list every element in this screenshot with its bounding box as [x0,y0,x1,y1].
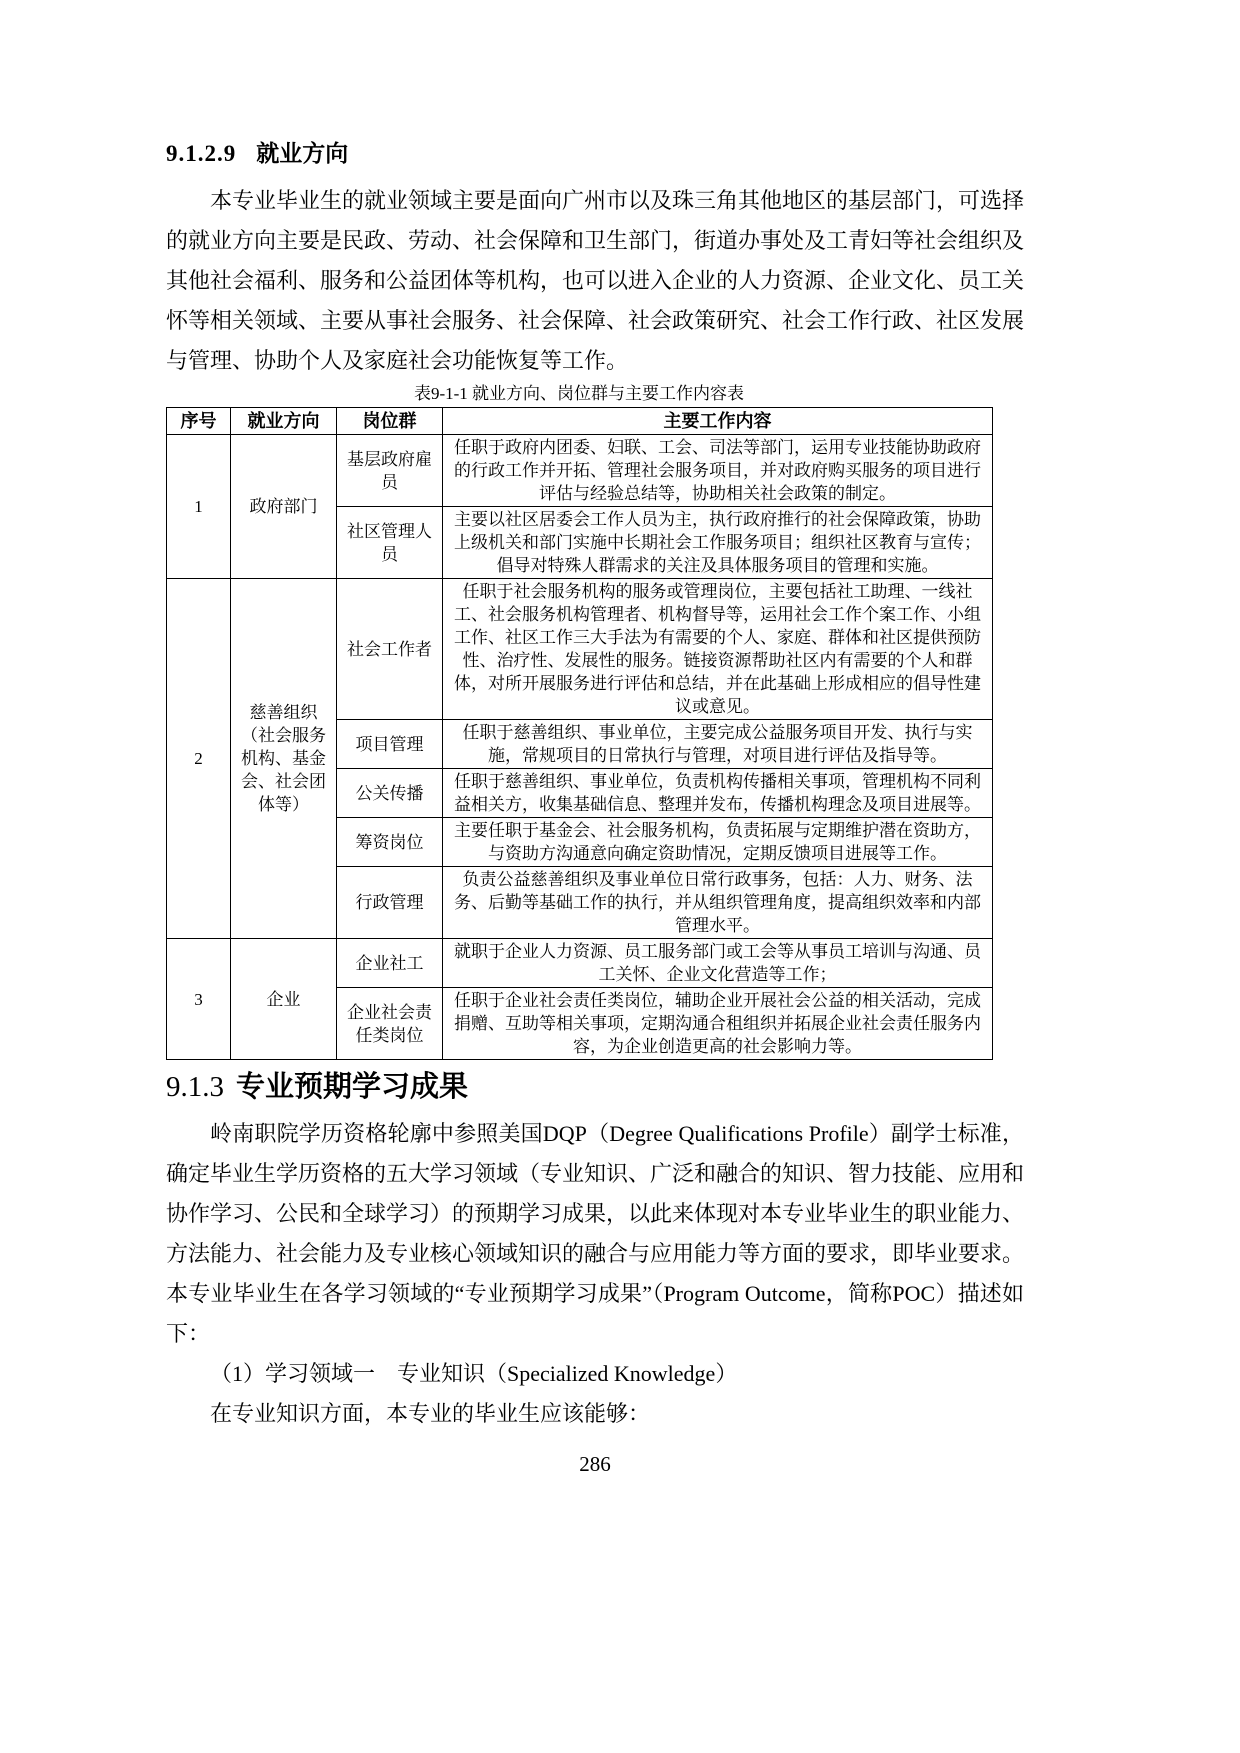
table-row [167,435,993,507]
knowledge-requirement-line: 在专业知识方面，本专业的毕业生应该能够： [210,1401,651,1426]
cell-position-group: 基层政府雇员 [337,435,443,507]
cell-position-group: 筹资岗位 [337,818,443,867]
section-title: 就业方向 [256,140,349,166]
section-number: 9.1.3 [166,1071,224,1103]
cell-employment-direction: 企业 [231,939,337,1060]
table-header-row [167,408,993,435]
cell-employment-direction: 慈善组织（社会服务机构、基金会、社会团体等） [231,579,337,939]
cell-work-content: 任职于政府内团委、妇联、工会、司法等部门，运用专业技能协助政府的行政工作并开拓、管理社会服务项目，并对政府购买服务的项目进行评估与经验总结等，协助相关社会政策的制定。 [443,435,993,507]
cell-work-content: 任职于社会服务机构的服务或管理岗位，主要包括社工助理、一线社工、社会服务机构管理者、机构督导等，运用社会工作个案工作、小组工作、社区工作三大手法为有需要的个人、家庭、群体和社区提供预防性、治疗性、发展性的服务。链接资源帮助社区内有需要的个人和群体，对所开展服务进行评估和总结，并在此基础上形成相应的倡导性建议或意见。 [443,579,993,720]
cell-work-content: 任职于企业社会责任类岗位，辅助企业开展社会公益的相关活动，完成捐赠、互助等相关事项，定期沟通合租组织并拓展企业社会责任服务内容，为企业创造更高的社会影响力等。 [443,988,993,1060]
col-header-direction: 就业方向 [231,408,337,435]
col-header-no: 序号 [167,408,231,435]
cell-position-group: 公关传播 [337,769,443,818]
cell-work-content: 负责公益慈善组织及事业单位日常行政事务，包括：人力、财务、法务、后勤等基础工作的执行，并从组织管理角度，提高组织效率和内部管理水平。 [443,867,993,939]
cell-position-group: 企业社会责任类岗位 [337,988,443,1060]
employment-table [166,407,993,1060]
section-title: 专业预期学习成果 [236,1071,469,1103]
cell-work-content: 任职于慈善组织、事业单位，负责机构传播相关事项，管理机构不同利益相关方，收集基础信息、整理并发布，传播机构理念及项目进展等。 [443,769,993,818]
cell-position-group: 社会工作者 [337,579,443,720]
cell-position-group: 社区管理人员 [337,507,443,579]
cell-work-content: 就职于企业人力资源、员工服务部门或工会等从事员工培训与沟通、员工关怀、企业文化营造等工作； [443,939,993,988]
cell-position-group: 企业社工 [337,939,443,988]
cell-serial-no: 1 [167,435,231,579]
table-caption: 表9-1-1 就业方向、岗位群与主要工作内容表 [413,384,745,403]
cell-position-group: 项目管理 [337,720,443,769]
cell-position-group: 行政管理 [337,867,443,939]
employment-paragraph: 本专业毕业生的就业领域主要是面向广州市以及珠三角其他地区的基层部门，可选择的就业方向主要是民政、劳动、社会保障和卫生部门，街道办事处及工青妇等社会组织及其他社会福利、服务和公益团体等机构，也可以进入企业的人力资源、企业文化、员工关怀等相关领域、主要从事社会服务、社会保障、社会政策研究、社会工作行政、社区发展与管理、协助个人及家庭社会功能恢复等工作。 [166,188,1025,373]
col-header-position-group: 岗位群 [337,408,443,435]
section-heading-learning-outcomes [166,1070,1024,1104]
cell-serial-no: 2 [167,579,231,939]
cell-serial-no: 3 [167,939,231,1060]
section-heading-employment [166,140,1024,167]
cell-work-content: 任职于慈善组织、事业单位，主要完成公益服务项目开发、执行与实施，常规项目的日常执行与管理，对项目进行评估及指导等。 [443,720,993,769]
cell-work-content: 主要任职于基金会、社会服务机构，负责拓展与定期维护潜在资助方，与资助方沟通意向确定资助情况，定期反馈项目进展等工作。 [443,818,993,867]
learning-outcomes-paragraph: 岭南职院学历资格轮廓中参照美国DQP（Degree Qualifications Profile）副学士标准，确定毕业生学历资格的五大学习领域（专业知识、广泛和融合的知识、智力技能、应用和协作学习、公民和全球学习）的预期学习成果，以此来体现对本专业毕业生的职业能力、方法能力、社会能力及专业核心领域知识的融合与应用能力等方面的要求，即毕业要求。本专业毕业生在各学习领域的“专业预期学习成果”（Program Outcome，简称POC）描述如下： [166,1121,1025,1346]
cell-employment-direction: 政府部门 [231,435,337,579]
page-number: 286 [579,1452,611,1476]
section-number: 9.1.2.9 [166,141,237,166]
cell-work-content: 主要以社区居委会工作人员为主，执行政府推行的社会保障政策，协助上级机关和部门实施中长期社会工作服务项目；组织社区教育与宣传；倡导对特殊人群需求的关注及具体服务项目的管理和实施。 [443,507,993,579]
learning-area-line: （1）学习领域一 专业知识（Specialized Knowledge） [210,1361,738,1386]
col-header-main-content: 主要工作内容 [443,408,993,435]
table-row [167,939,993,988]
table-row [167,579,993,720]
